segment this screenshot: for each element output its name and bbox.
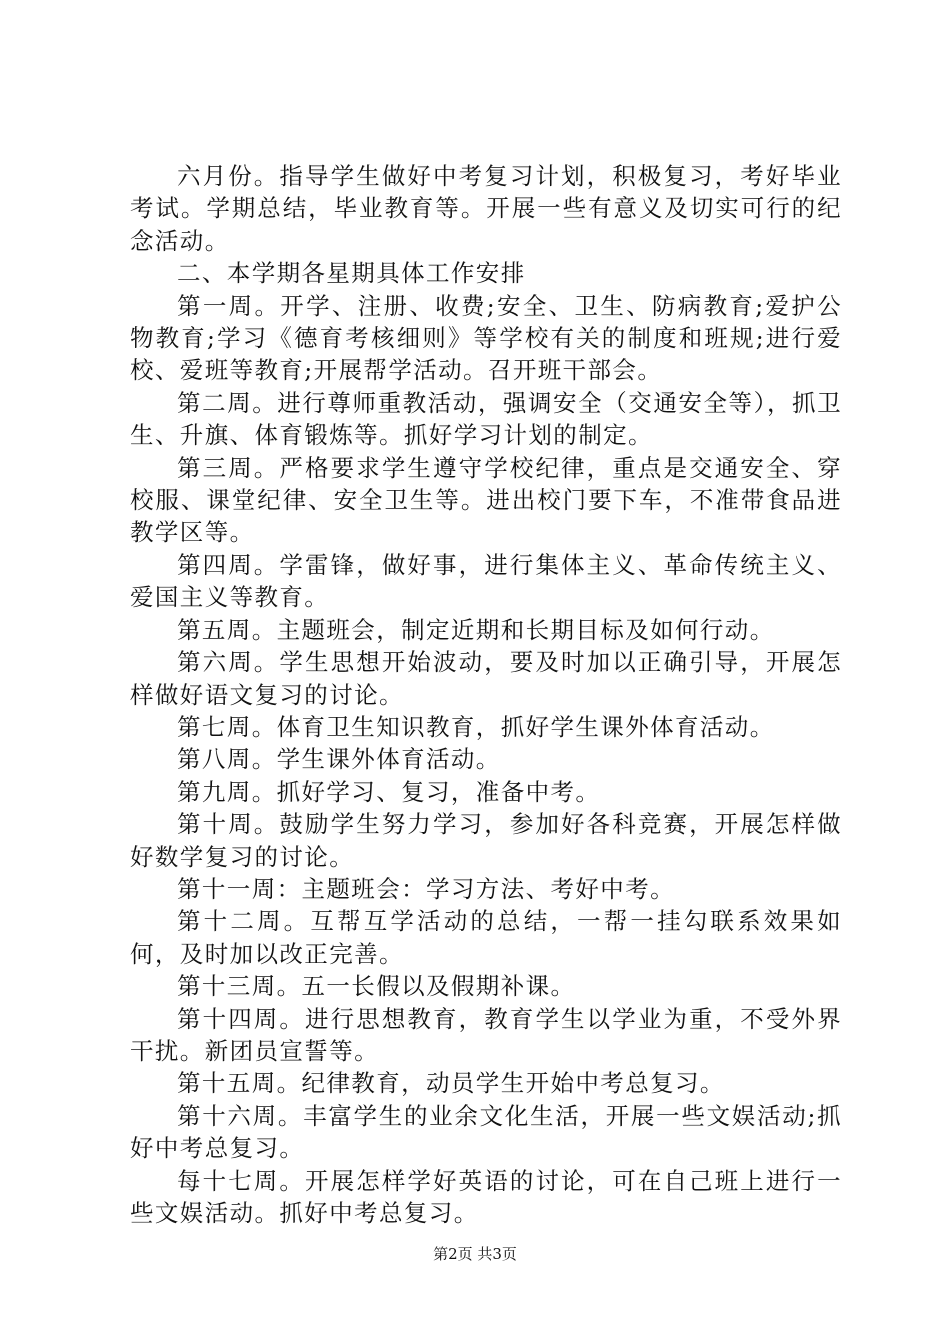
- paragraph-june-plan: 六月份。指导学生做好中考复习计划，积极复习，考好毕业考试。学期总结，毕业教育等。开展一些有意义及切实可行的纪念活动。: [130, 162, 842, 255]
- paragraph-week-2: 第二周。进行尊师重教活动，强调安全（交通安全等），抓卫生、升旗、体育锻炼等。抓好学习计划的制定。: [130, 388, 842, 450]
- paragraph-week-5: 第五周。主题班会，制定近期和长期目标及如何行动。: [177, 615, 775, 644]
- paragraph-week-1: 第一周。开学、注册、收费;安全、卫生、防病教育;爱护公物教育;学习《德育考核细则》等学校有关的制度和班规;进行爱校、爱班等教育;开展帮学活动。召开班干部会。: [130, 291, 842, 385]
- paragraph-week-17: 每十七周。开展怎样学好英语的讨论，可在自己班上进行一些文娱活动。抓好中考总复习。: [130, 1166, 842, 1227]
- paragraph-week-7: 第七周。体育卫生知识教育，抓好学生课外体育活动。: [177, 712, 775, 741]
- paragraph-week-11: 第十一周：主题班会：学习方法、考好中考。: [177, 874, 675, 903]
- paragraph-week-6: 第六周。学生思想开始波动，要及时加以正确引导，开展怎样做好语文复习的讨论。: [130, 648, 842, 709]
- paragraph-week-12: 第十二周。互帮互学活动的总结，一帮一挂勾联系效果如何，及时加以改正完善。: [130, 907, 842, 968]
- paragraph-week-3: 第三周。严格要求学生遵守学校纪律，重点是交通安全、穿校服、课堂纪律、安全卫生等。进出校门要下车，不准带食品进教学区等。: [130, 453, 842, 547]
- paragraph-week-16: 第十六周。丰富学生的业余文化生活，开展一些文娱活动;抓好中考总复习。: [130, 1101, 842, 1163]
- section-heading-weekly-schedule: 二、本学期各星期具体工作安排: [177, 259, 526, 288]
- paragraph-week-4: 第四周。学雷锋，做好事，进行集体主义、革命传统主义、爱国主义等教育。: [130, 550, 842, 612]
- paragraph-week-9: 第九周。抓好学习、复习，准备中考。: [177, 777, 601, 806]
- paragraph-week-13: 第十三周。五一长假以及假期补课。: [177, 972, 576, 1001]
- paragraph-week-8: 第八周。学生课外体育活动。: [177, 745, 501, 774]
- paragraph-week-15: 第十五周。纪律教育，动员学生开始中考总复习。: [177, 1069, 725, 1098]
- document-body: [130, 160, 842, 1229]
- paragraph-week-10: 第十周。鼓励学生努力学习，参加好各科竞赛，开展怎样做好数学复习的讨论。: [130, 810, 842, 871]
- page-number-footer: 第2页 共3页: [433, 1245, 517, 1263]
- paragraph-week-14: 第十四周。进行思想教育，教育学生以学业为重，不受外界干扰。新团员宣誓等。: [130, 1004, 842, 1065]
